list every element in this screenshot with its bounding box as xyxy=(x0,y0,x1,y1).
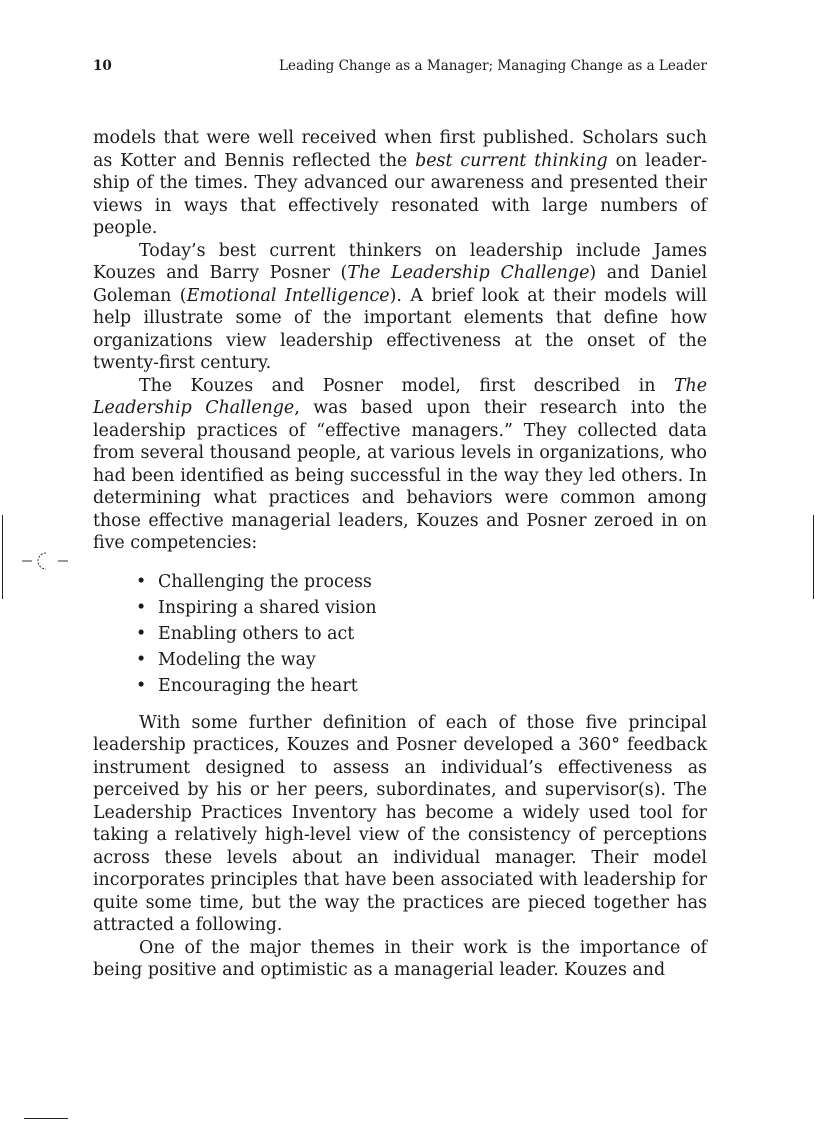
bullet-icon: • xyxy=(136,571,147,592)
paragraph-5: One of the major themes in their work is the importance of being positive and optimistic as a managerial leader. Kouzes and xyxy=(93,937,707,981)
list-item: • Modeling the way xyxy=(136,647,707,673)
bullet-icon: • xyxy=(136,597,147,618)
emphasis: best current thinking xyxy=(415,150,608,171)
book-title: The Leadership Challenge xyxy=(93,375,707,418)
bullet-icon: • xyxy=(136,676,147,697)
paragraph-3: The Kouzes and Posner model, first described in The Leadership Challenge, was based upon their research into the leadership practices of “effective managers.” They collected data from several thousand people, at various levels in organizations, who had been identified as being successful in the way they led others. In determining what practices and behaviors were common among those effective managerial leaders, Kouzes and Posner zeroed in on five competencies: xyxy=(93,375,707,553)
page-number: 10 xyxy=(93,58,112,74)
bullet-icon: • xyxy=(136,650,147,671)
book-title: Emotional Intelligence xyxy=(186,285,390,306)
competency-list xyxy=(93,569,707,700)
paragraph-2: Today’s best current thinkers on leadership include James Kouzes and Barry Posner (The Leadership Challenge) and Daniel Goleman (Emotional Intelligence). A brief look at their models will help illustrate some of the important elements that define how organizations view leadership effectiveness at the onset of the twenty-first century. xyxy=(93,240,708,373)
list-item: • Enabling others to act xyxy=(136,621,707,647)
paragraph-4: With some further definition of each of those five principal leadership practices, Kouzes and Posner developed a 360° feedback instrument designed to assess an individual’s effectiveness as perceived by his or her peers, subordinates, and supervisor(s). The Leadership Practices Inventory has become a widely used tool for taking a relatively high-level view of the consistency of perceptions across these levels about an individual manager. Their model incorporates principles that have been associated with leadership for quite some time, but the way the practices are pieced together has attracted a following. xyxy=(93,712,707,936)
list-item: • Inspiring a shared vision xyxy=(136,595,707,621)
bullet-icon: • xyxy=(136,623,147,644)
running-title: Leading Change as a Manager; Managing Change as a Leader xyxy=(278,58,707,74)
registration-mark-icon xyxy=(22,549,70,573)
page-header xyxy=(93,58,707,78)
list-item: • Encouraging the heart xyxy=(136,673,707,699)
list-item: • Challenging the process xyxy=(136,569,707,595)
crop-mark-bottom xyxy=(24,1118,68,1119)
paragraph-1: models that were well received when first published. Scholars such as Kotter and Bennis reflected the best current thinking on leadership of the times. They advanced our awareness and presented their views in ways that effectively resonated with large numbers of people. xyxy=(93,128,708,238)
body-text xyxy=(93,127,707,982)
book-title: The Leadership Challenge xyxy=(347,263,590,283)
crop-mark-right xyxy=(813,515,814,599)
crop-mark-left xyxy=(2,515,3,599)
